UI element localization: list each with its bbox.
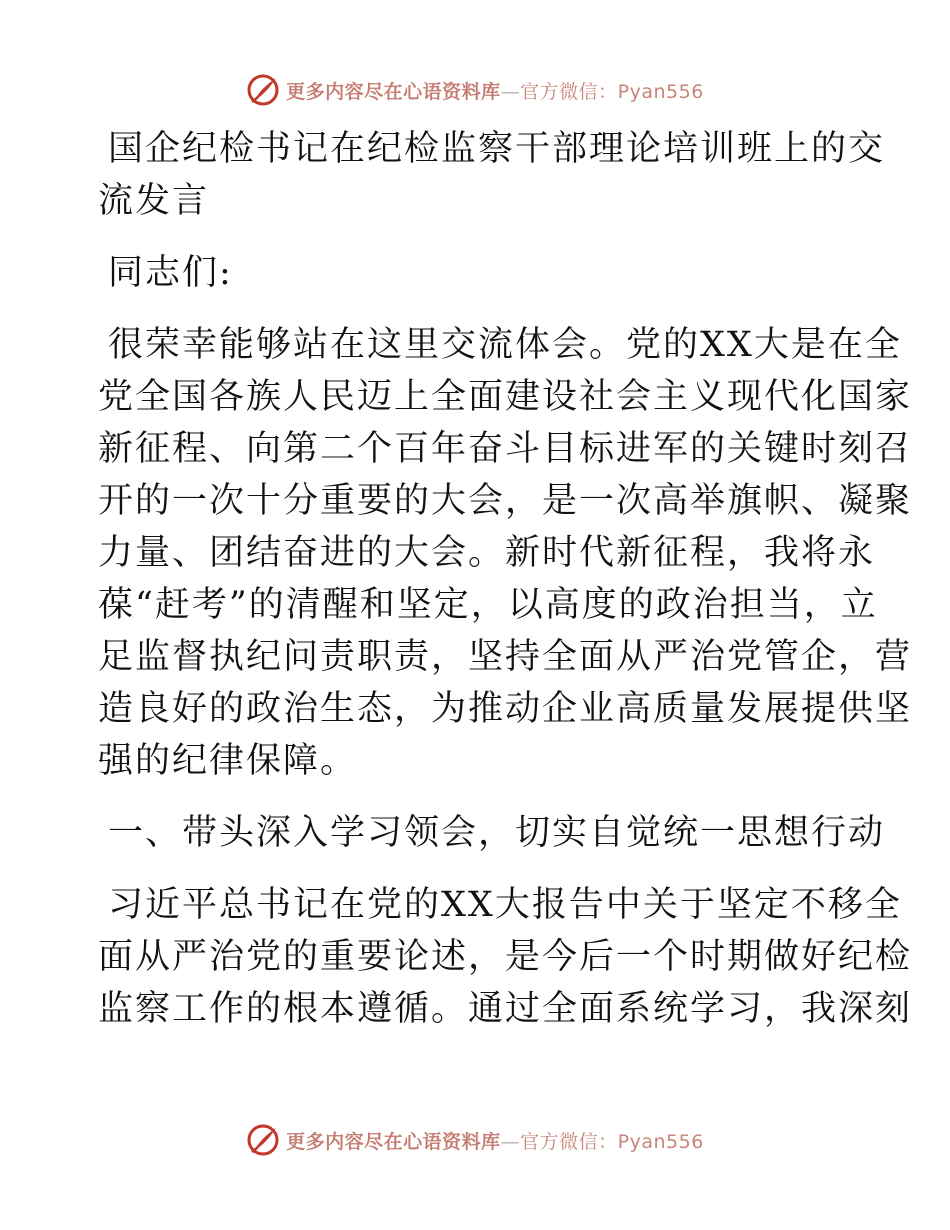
paragraph-line: 开的一次十分重要的大会，是一次高举旗帜、凝聚 (98, 481, 913, 521)
title-line: 国企纪检书记在纪检监察干部理论培训班上的交 (108, 129, 886, 169)
paragraph-line: 习近平总书记在党的XX大报告中关于坚定不移全 (108, 885, 902, 925)
watermark-text (286, 1127, 704, 1154)
footer-watermark (0, 1120, 950, 1160)
paragraph-line: 葆“赶考”的清醒和坚定，以高度的政治担当，立 (98, 585, 878, 625)
quill-logo-icon (246, 1123, 280, 1157)
watermark-wechat: 官方微信：Pyan556 (520, 80, 704, 103)
paragraph-line: 强的纪律保障。 (98, 741, 358, 781)
paragraph-line: 监察工作的根本遵循。通过全面系统学习，我深刻 (98, 989, 913, 1029)
paragraph-line: 足监督执纪问责职责，坚持全面从严治党管企，营 (98, 637, 913, 677)
document-body (98, 123, 913, 1035)
watermark-separator: — (500, 1130, 521, 1153)
watermark-text (286, 77, 704, 104)
title-line: 流发言 (98, 181, 210, 221)
watermark-wechat: 官方微信：Pyan556 (520, 1130, 704, 1153)
watermark-site: 更多内容尽在心语资料库 (286, 80, 501, 103)
section-heading: 一、带头深入学习领会，切实自觉统一思想行动 (108, 813, 886, 853)
paragraph-line: 力量、团结奋进的大会。新时代新征程，我将永 (98, 533, 876, 573)
paragraph-line: 造良好的政治生态，为推动企业高质量发展提供坚 (98, 689, 913, 729)
paragraph-line: 面从严治党的重要论述，是今后一个时期做好纪检 (98, 937, 913, 977)
quill-logo-icon (246, 73, 280, 107)
watermark-site: 更多内容尽在心语资料库 (286, 1130, 501, 1153)
paragraph-line: 很荣幸能够站在这里交流体会。党的XX大是在全 (108, 325, 902, 365)
paragraph-line: 新征程、向第二个百年奋斗目标进军的关键时刻召 (98, 429, 913, 469)
watermark-separator: — (500, 80, 521, 103)
salutation: 同志们: (108, 253, 233, 293)
paragraph-line: 党全国各族人民迈上全面建设社会主义现代化国家 (98, 377, 913, 417)
header-watermark (0, 70, 950, 110)
